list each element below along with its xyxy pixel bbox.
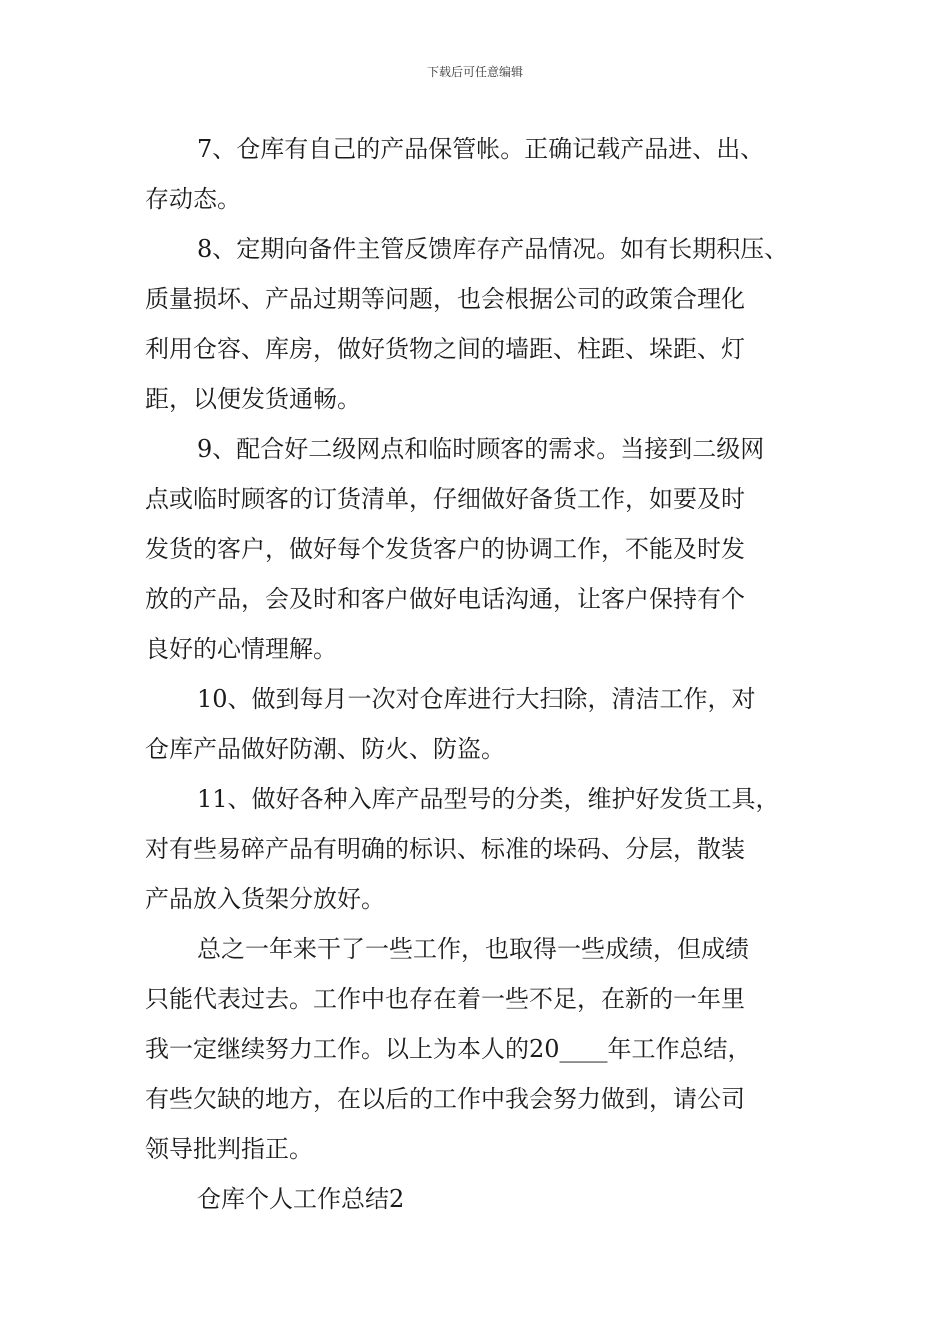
paragraph-line: 7、仓库有自己的产品保管帐。正确记载产品进、出、 [197,135,765,163]
paragraph-line: 产品放入货架分放好。 [145,885,385,913]
paragraph-item-7 [145,124,825,224]
paragraph-line: 11、做好各种入库产品型号的分类，维护好发货工具， [197,785,780,813]
paragraph-line: 发货的客户，做好每个发货客户的协调工作，不能及时发 [145,535,745,563]
paragraph-line: 点或临时顾客的订货清单，仔细做好备货工作，如要及时 [145,485,745,513]
paragraph-line: 利用仓容、库房，做好货物之间的墙距、柱距、垛距、灯 [145,335,745,363]
document-body [145,124,825,1224]
paragraph-line: 质量损坏、产品过期等问题，也会根据公司的政策合理化 [145,285,745,313]
paragraph-line: 只能代表过去。工作中也存在着一些不足，在新的一年里 [145,985,745,1013]
paragraph-item-10 [145,674,825,774]
paragraph-line: 10、做到每月一次对仓库进行大扫除，清洁工作，对 [197,685,756,713]
paragraph-line: 仓库产品做好防潮、防火、防盗。 [145,735,505,763]
paragraph-line: 领导批判指正。 [145,1135,313,1163]
page-header: 下载后可任意编辑 [426,65,523,79]
paragraph-item-8 [145,224,825,424]
paragraph-line: 存动态。 [145,185,241,213]
paragraph-line: 总之一年来干了一些工作，也取得一些成绩，但成绩 [197,935,749,963]
paragraph-item-11 [145,774,825,924]
paragraph-line: 有些欠缺的地方，在以后的工作中我会努力做到，请公司 [145,1085,745,1113]
paragraph-summary [145,924,825,1174]
paragraph-line: 距，以便发货通畅。 [145,385,361,413]
section-title: 仓库个人工作总结2 [197,1185,405,1213]
paragraph-item-9 [145,424,825,674]
paragraph-line: 8、定期向备件主管反馈库存产品情况。如有长期积压、 [197,235,789,263]
paragraph-line: 放的产品，会及时和客户做好电话沟通，让客户保持有个 [145,585,745,613]
paragraph-line: 9、配合好二级网点和临时顾客的需求。当接到二级网 [197,435,765,463]
paragraph-line: 对有些易碎产品有明确的标识、标准的垛码、分层，散装 [145,835,745,863]
section-heading [145,1174,825,1224]
paragraph-line: 我一定继续努力工作。以上为本人的20____年工作总结， [145,1035,752,1063]
paragraph-line: 良好的心情理解。 [145,635,337,663]
